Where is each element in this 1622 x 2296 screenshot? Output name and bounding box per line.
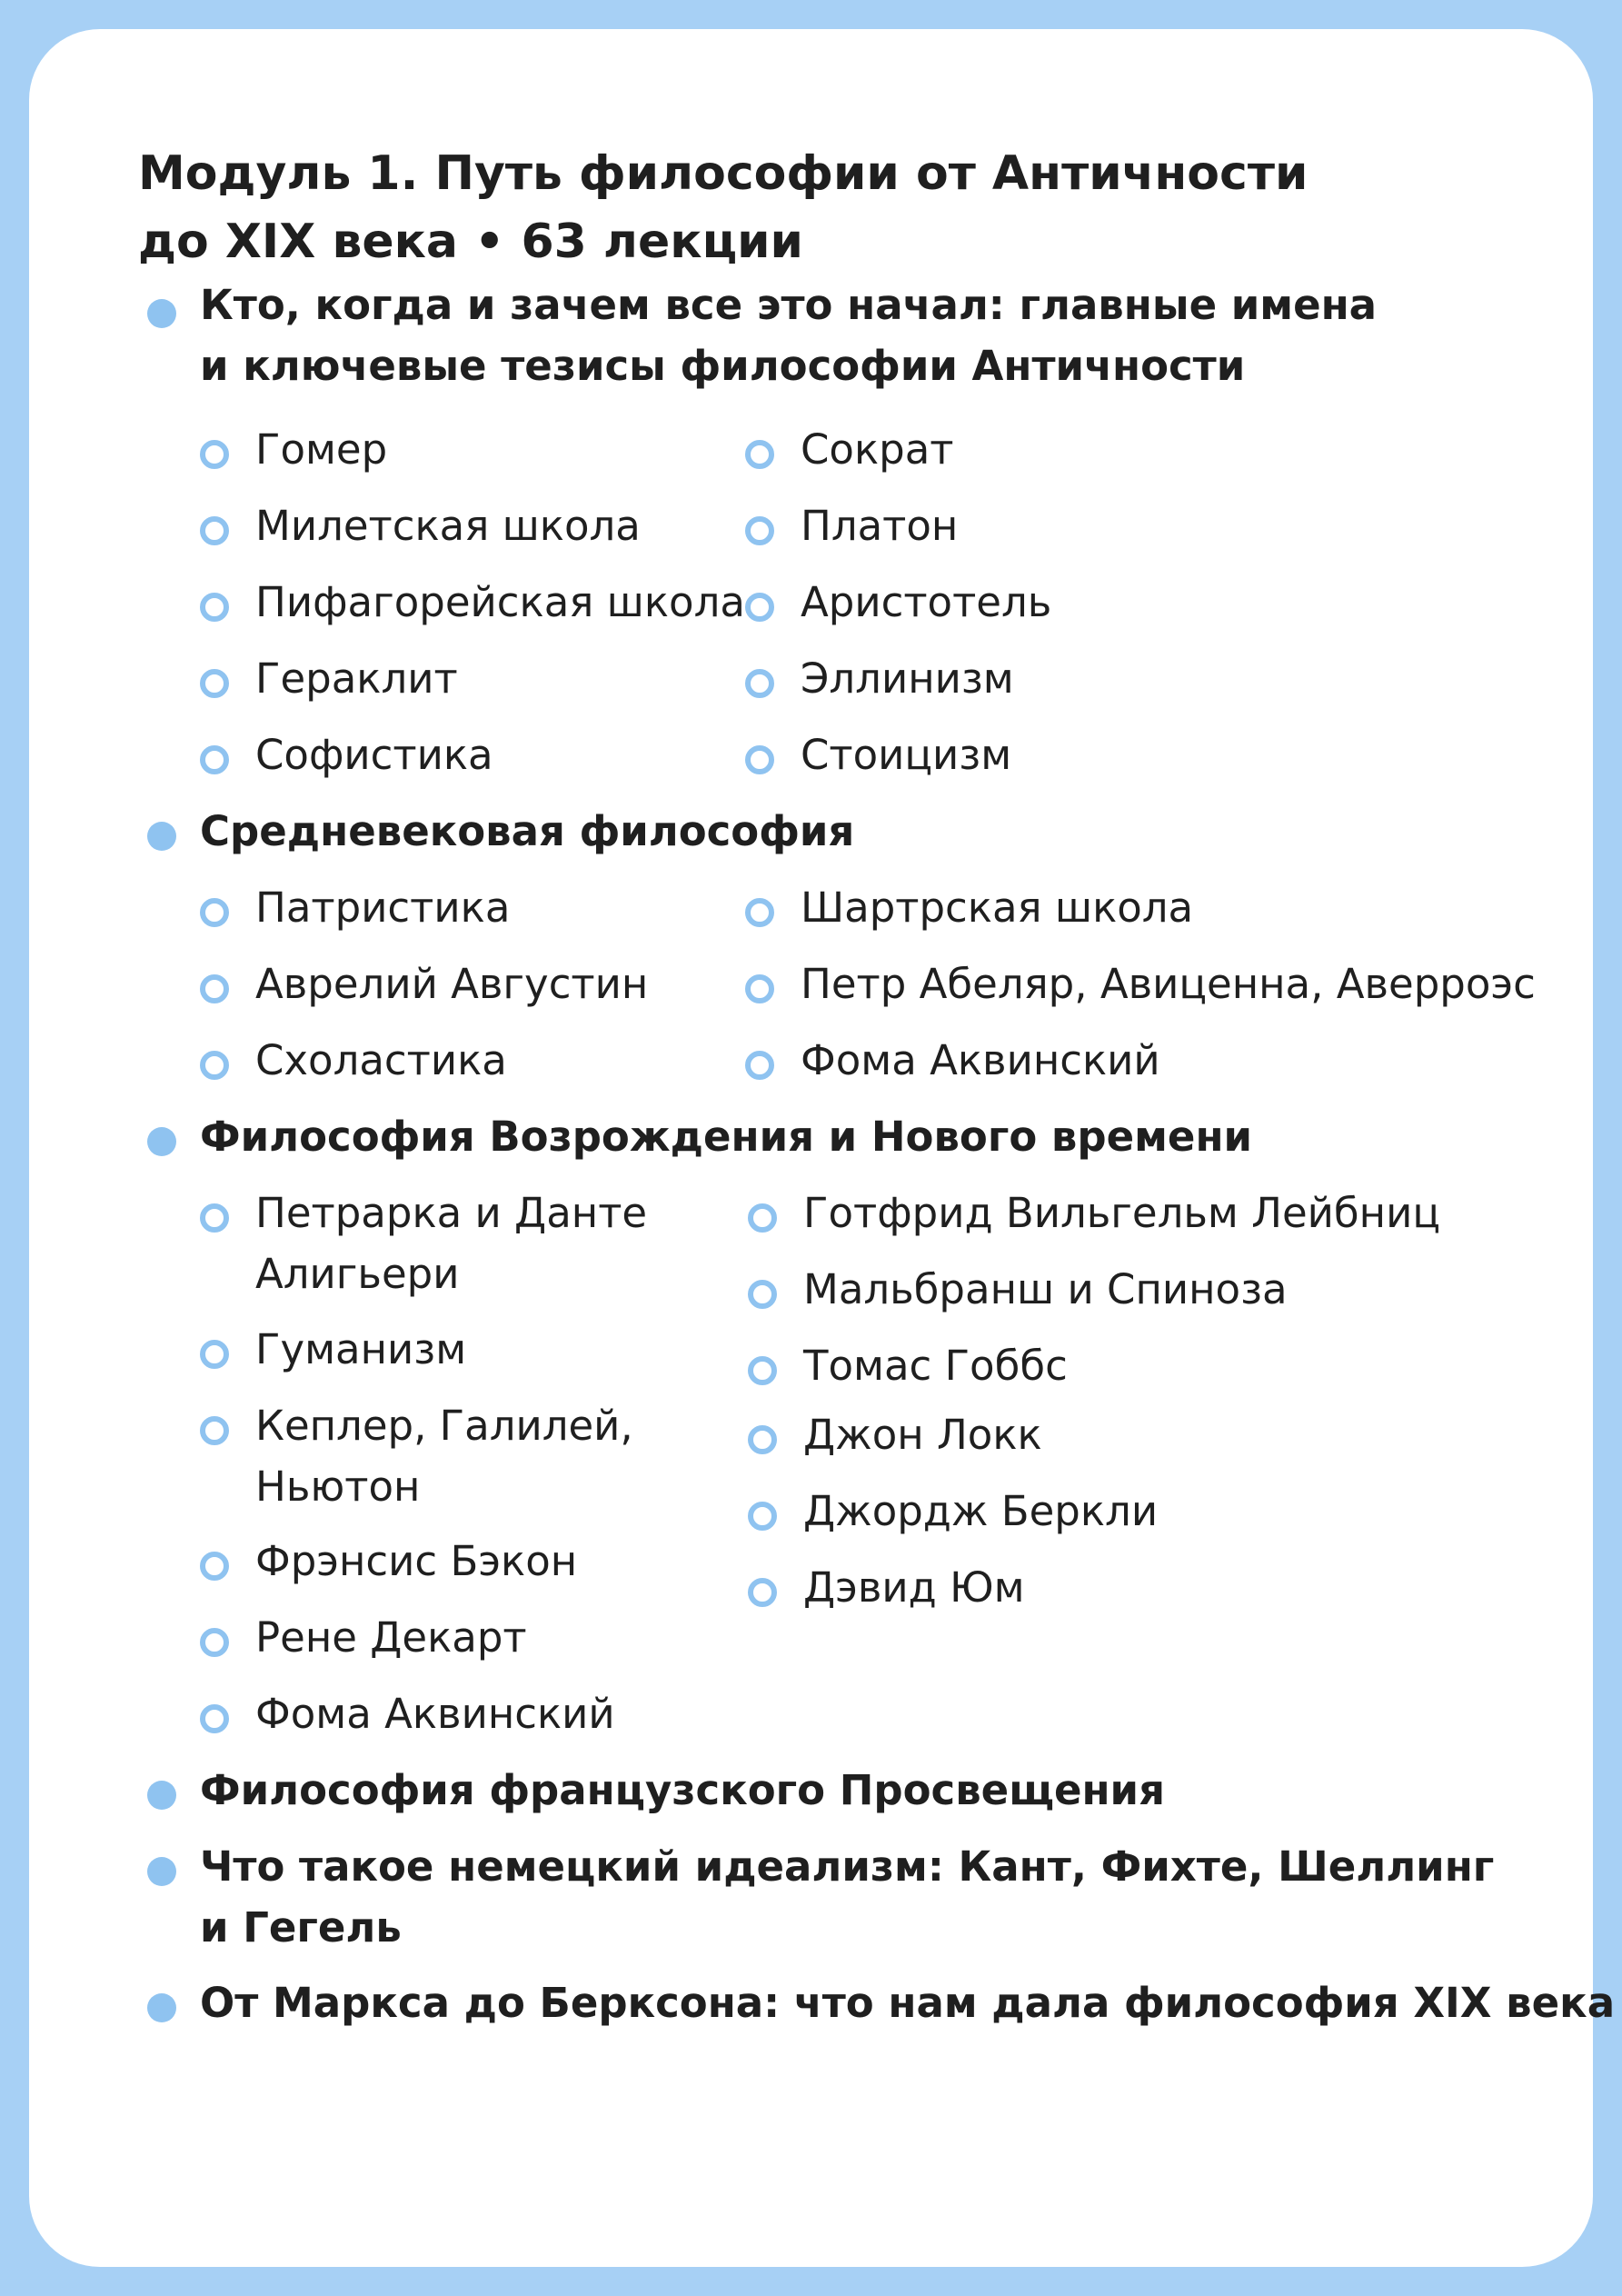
sub-bullet-icon: [200, 898, 229, 927]
sub-bullet-icon: [200, 440, 229, 469]
sub-bullet-icon: [200, 593, 229, 622]
sub-bullet-icon: [200, 1051, 229, 1080]
list-item: Аристотель: [801, 578, 1052, 626]
section-bullet-icon: [147, 822, 176, 851]
list-item: Патристика: [255, 883, 511, 932]
module-title: [138, 140, 1308, 276]
sub-bullet-icon: [745, 669, 774, 698]
sub-bullet-icon: [748, 1203, 777, 1233]
list-item: Схоластика: [255, 1036, 507, 1084]
list-item: Платон: [801, 502, 959, 550]
sub-bullet-icon: [200, 974, 229, 1003]
section-bullet-icon: [147, 1857, 176, 1886]
sub-bullet-icon: [745, 593, 774, 622]
program-card: [29, 29, 1616, 2267]
section-title-19th-century: От Маркса до Берксона: что нам дала философия XIX века: [200, 1979, 1616, 2027]
list-item: Шартрская школа: [801, 883, 1194, 932]
sub-bullet-icon: [200, 1340, 229, 1369]
list-item: Фрэнсис Бэкон: [255, 1537, 578, 1585]
list-item: Петрарка и Данте Алигьери: [255, 1189, 648, 1298]
sub-bullet-icon: [200, 1704, 229, 1733]
module-title-line: Модуль 1. Путь философии от Античности: [138, 146, 1309, 201]
list-item: Готфрид Вильгельм Лейбниц: [803, 1189, 1440, 1237]
sub-bullet-icon: [200, 669, 229, 698]
list-item: Джордж Беркли: [803, 1487, 1159, 1535]
sub-bullet-icon: [200, 516, 229, 545]
sub-bullet-icon: [745, 974, 774, 1003]
module-title-line: до XIX века • 63 лекции: [138, 215, 803, 269]
section-bullet-icon: [147, 1781, 176, 1810]
list-item: Стоицизм: [801, 731, 1012, 779]
section-bullet-icon: [147, 1127, 176, 1156]
list-item: Аврелий Августин: [255, 960, 649, 1008]
sub-bullet-icon: [745, 745, 774, 774]
section-title-middle-ages: Средневековая философия: [200, 807, 855, 855]
list-item: Фома Аквинский: [255, 1690, 615, 1738]
list-item: Петр Абеляр, Авиценна, Аверроэс: [801, 960, 1536, 1008]
section-bullet-icon: [147, 1993, 176, 2022]
sub-bullet-icon: [745, 898, 774, 927]
section-title-antiquity: Кто, когда и зачем все это начал: главные имена и ключевые тезисы философии Античности: [200, 281, 1378, 390]
sub-bullet-icon: [745, 440, 774, 469]
list-item: Эллинизм: [801, 654, 1014, 703]
sub-bullet-icon: [748, 1425, 777, 1454]
list-item: Гуманизм: [255, 1325, 467, 1373]
sub-bullet-icon: [748, 1578, 777, 1607]
sub-bullet-icon: [748, 1356, 777, 1385]
list-item: Рене Декарт: [255, 1613, 527, 1662]
sub-bullet-icon: [200, 1552, 229, 1581]
section-bullet-icon: [147, 299, 176, 328]
list-item: Кеплер, Галилей, Ньютон: [255, 1402, 633, 1511]
list-item: Пифагорейская школа: [255, 578, 745, 626]
sub-bullet-icon: [200, 1628, 229, 1657]
list-item: Гераклит: [255, 654, 458, 703]
list-item: Томас Гоббс: [803, 1342, 1068, 1390]
section-title-enlightenment: Философия французского Просвещения: [200, 1766, 1165, 1814]
list-item: Сократ: [801, 425, 954, 474]
list-item: Гомер: [255, 425, 388, 474]
sub-bullet-icon: [200, 745, 229, 774]
section-title-german-idealism: Что такое немецкий идеализм: Кант, Фихте, Шеллинг и Гегель: [200, 1842, 1495, 1952]
list-item: Мальбранш и Спиноза: [803, 1265, 1288, 1313]
list-item: Дэвид Юм: [803, 1563, 1025, 1612]
section-title-renaissance: Философия Возрождения и Нового времени: [200, 1113, 1253, 1161]
list-item: Милетская школа: [255, 502, 641, 550]
sub-bullet-icon: [200, 1203, 229, 1233]
sub-bullet-icon: [745, 1051, 774, 1080]
sub-bullet-icon: [745, 516, 774, 545]
sub-bullet-icon: [748, 1502, 777, 1531]
sub-bullet-icon: [200, 1416, 229, 1445]
sub-bullet-icon: [748, 1280, 777, 1309]
list-item: Фома Аквинский: [801, 1036, 1160, 1084]
list-item: Джон Локк: [803, 1411, 1042, 1459]
list-item: Софистика: [255, 731, 493, 779]
